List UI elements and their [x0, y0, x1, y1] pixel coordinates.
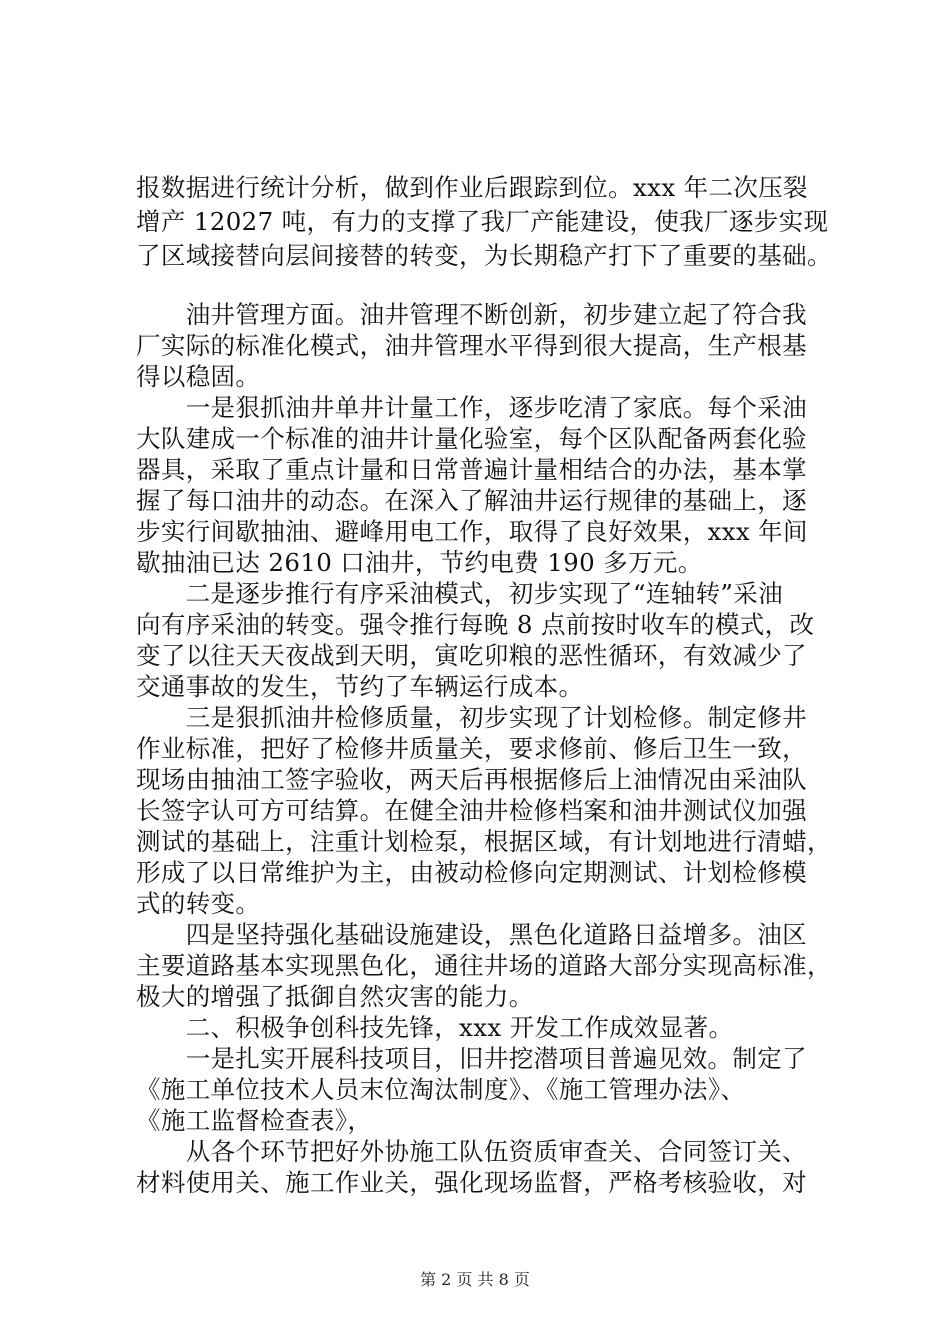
- text-line: 作业标准，把好了检修井质量关，要求修前、修后卫生一致，: [136, 734, 807, 763]
- text-line: 四是坚持强化基础设施建设，黑色化道路日益增多。油区: [136, 920, 807, 949]
- text-line: 《施工单位技术人员末位淘汰制度》、《施工管理办法》、: [136, 1075, 746, 1104]
- text-line: 测试的基础上，注重计划检泵，根据区域，有计划地进行清蜡，: [136, 827, 832, 856]
- text-line: 《施工监督检查表》，: [136, 1106, 373, 1135]
- text-line: 向有序采油的转变。强令推行每晚 8 点前按时收车的模式，改: [136, 610, 815, 639]
- text-line: 从各个环节把好外协施工队伍资质审查关、合同签订关、: [136, 1137, 807, 1166]
- text-line: 增产 12027 吨，有力的支撑了我厂产能建设，使我厂逐步实现: [136, 207, 829, 236]
- text-line: 二、积极争创科技先锋，xxx 开发工作成效显著。: [136, 1013, 734, 1042]
- text-line: 得以稳固。: [136, 362, 261, 391]
- text-line: 歇抽油已达 2610 口油井，节约电费 190 多万元。: [136, 548, 703, 577]
- text-line: 形成了以日常维护为主，由被动检修向定期测试、计划检修模: [136, 858, 807, 887]
- text-line: 一是狠抓油井单井计量工作，逐步吃清了家底。每个采油: [136, 393, 807, 422]
- text-line: 现场由抽油工签字验收，两天后再根据修后上油情况由采油队: [136, 765, 807, 794]
- text-line: 步实行间歇抽油、避峰用电工作，取得了良好效果，xxx 年间: [136, 517, 808, 546]
- text-line: 厂实际的标准化模式，油井管理水平得到很大提高，生产根基: [136, 331, 807, 360]
- text-line: 主要道路基本实现黑色化，通往井场的道路大部分实现高标准，: [136, 951, 832, 980]
- text-line: 变了以往天天夜战到天明，寅吃卯粮的恶性循环，有效减少了: [136, 641, 807, 670]
- text-line: 报数据进行统计分析，做到作业后跟踪到位。xxx 年二次压裂: [136, 173, 808, 202]
- text-line: 大队建成一个标准的油井计量化验室，每个区队配备两套化验: [136, 424, 807, 453]
- text-line: 握了每口油井的动态。在深入了解油井运行规律的基础上，逐: [136, 486, 807, 515]
- text-line: 了区域接替向层间接替的转变，为长期稳产打下了重要的基础。: [136, 241, 832, 270]
- text-line: 油井管理方面。油井管理不断创新，初步建立起了符合我: [136, 300, 807, 329]
- text-line: 材料使用关、施工作业关，强化现场监督，严格考核验收，对: [136, 1168, 807, 1197]
- text-line: 二是逐步推行有序采油模式，初步实现了“连轴转”采油: [136, 579, 783, 608]
- text-line: 式的转变。: [136, 889, 261, 918]
- text-line: 交通事故的发生，节约了车辆运行成本。: [136, 672, 584, 701]
- text-line: 长签字认可方可结算。在健全油井检修档案和油井测试仪加强: [136, 796, 807, 825]
- page-number-footer: 第 2 页 共 8 页: [420, 1270, 530, 1289]
- text-line: 极大的增强了抵御自然灾害的能力。: [136, 982, 534, 1011]
- text-line: 三是狠抓油井检修质量，初步实现了计划检修。制定修井: [136, 703, 807, 732]
- text-line: 器具，采取了重点计量和日常普遍计量相结合的办法，基本掌: [136, 455, 807, 484]
- text-line: 一是扎实开展科技项目，旧井挖潜项目普遍见效。制定了: [136, 1044, 807, 1073]
